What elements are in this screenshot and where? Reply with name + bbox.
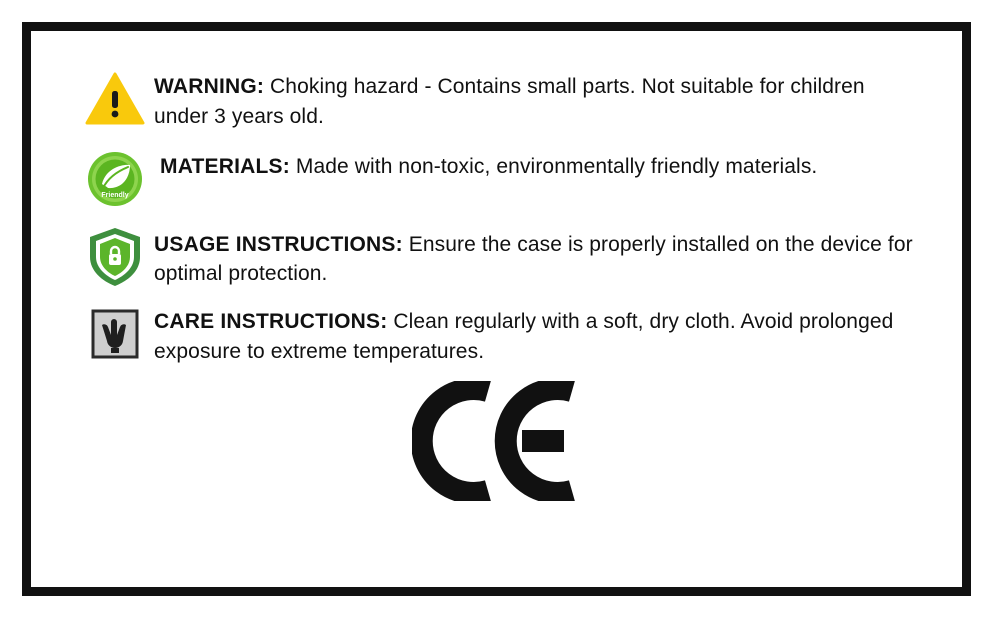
notice-row: [84, 68, 919, 132]
notice-heading: WARNING:: [154, 75, 265, 98]
handle-with-care-icon: [84, 303, 146, 365]
label-content: [22, 22, 971, 596]
notice-row: [84, 226, 919, 290]
notice-text: [154, 303, 919, 367]
notice-row: [84, 303, 919, 367]
notice-body: Made with non-toxic, environmentally friendly materials.: [289, 154, 818, 178]
notice-body: Ensure the case is properly installed on the device for optimal protection.: [154, 232, 913, 286]
notice-text: [154, 226, 919, 290]
warning-triangle-icon: [84, 68, 146, 130]
notice-body: Choking hazard - Contains small parts. Not suitable for children under 3 years old.: [154, 75, 865, 128]
notice-body: Clean regularly with a soft, dry cloth. Avoid prolonged exposure to extreme temperatures.: [154, 310, 894, 364]
shield-protection-icon: [84, 226, 146, 288]
notice-text: [154, 68, 919, 132]
eco-friendly-leaf-icon: [84, 148, 146, 210]
svg-text:Friendly: Friendly: [101, 191, 129, 199]
notice-row: [84, 148, 919, 210]
notice-heading: CARE INSTRUCTIONS:: [154, 310, 388, 334]
notice-heading: MATERIALS:: [160, 154, 290, 178]
notice-text: [154, 148, 817, 182]
notice-heading: USAGE INSTRUCTIONS:: [154, 232, 403, 256]
ce-mark: [84, 381, 919, 501]
